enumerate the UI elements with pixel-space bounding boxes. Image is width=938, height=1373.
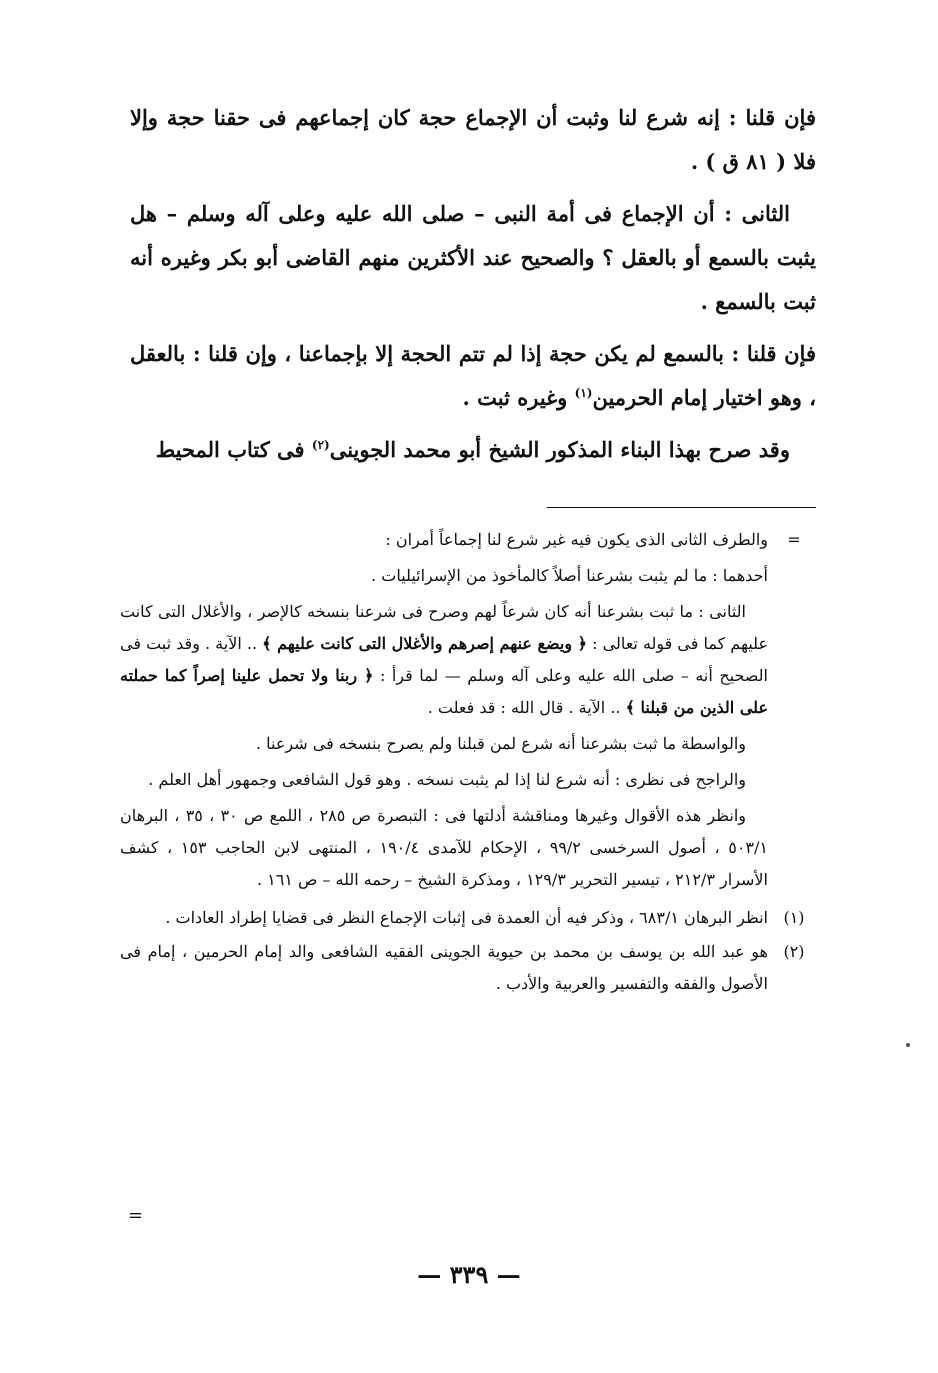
continuation-mark: = <box>787 530 801 549</box>
stray-dot <box>906 1043 910 1047</box>
paragraph-4: وقد صرح بهذا البناء المذكور الشيخ أبو محمد الجوينى$^{(٢)}$ فى كتاب المحيط <box>155 437 790 462</box>
footnote-1-text: انظر البرهان ٦٨٣/١ ، وذكر فيه أن العمدة فى إثبات الإجماع النظر فى قضايا إطراد العادات . <box>165 908 768 927</box>
fn-cont-line-1: والطرف الثانى الذى يكون فيه غير شرع لنا إجماعاً أمران : <box>385 530 768 549</box>
footnote-2 <box>120 936 820 1000</box>
footnote-1-mark: (١) <box>783 908 805 927</box>
page-number: — ٣٣٩ — <box>417 1260 521 1289</box>
fn-cont-line-3: الثانى : ما ثبت بشرعنا أنه كان شرعاً لهم وصرح فى شرعنا بنسخه كالإصر ، والأغلال التى كانت عليهم كما فى قوله تعالى : ﴿ ويضع عنهم إصرهم والأغلال التى كانت عليهم ﴾ .. الآية . وقد ثبت فى الصحيح أنه – صلى الله عليه وعلى آله وسلم — لما قرأ : ﴿ ربنا ولا تحمل علينا إصراً كما حملته على الذين من قبلنا ﴾ .. الآية . قال الله : قد فعلت . <box>120 602 769 717</box>
paragraph-3: فإن قلنا : بالسمع لم يكن حجة إذا لم تتم الحجة إلا بإجماعنا ، وإن قلنا : بالعقل ، وهو اختيار إمام الحرمين$^{(١)}$ وغيره ثبت . <box>130 341 816 410</box>
continued-mark: = <box>128 1205 144 1226</box>
footnote-ref-2: (٢) <box>311 438 330 452</box>
footnote-2-mark: (٢) <box>783 942 805 961</box>
quran-quote-2: ﴿ ربنا ولا تحمل علينا إصراً كما حملته على الذين من قبلنا ﴾ <box>120 666 768 717</box>
footnote-ref-1: (١) <box>574 386 593 400</box>
main-text <box>130 96 816 480</box>
footnote-2-text: هو عبد الله بن يوسف بن محمد بن حيوية الجوينى الفقيه الشافعى والد إمام الحرمين ، إمام فى الأصول والفقه والتفسير والعربية والأدب . <box>120 942 768 993</box>
fn-cont-line-4: والواسطة ما ثبت بشرعنا أنه شرع لمن قبلنا ولم يصرح بنسخه فى شرعنا . <box>255 734 746 753</box>
fn-cont-line-2: أحدهما : ما لم يثبت بشرعنا أصلاً كالمأخوذ من الإسرائيليات . <box>371 566 768 585</box>
paragraph-1: فإن قلنا : إنه شرع لنا وثبت أن الإجماع حجة كان إجماعهم فى حقنا حجة وإلا فلا ( ٨١ ق ) . <box>130 105 816 174</box>
footnote-separator <box>547 507 816 508</box>
footnotes <box>120 524 820 1002</box>
fn-cont-line-5: والراجح فى نظرى : أنه شرع لنا إذا لم يثبت نسخه . وهو قول الشافعى وجمهور أهل العلم . <box>148 770 746 789</box>
footnote-1 <box>120 902 820 934</box>
fn-cont-line-6: وانظر هذه الأقوال وغيرها ومناقشة أدلتها فى : التبصرة ص ٢٨٥ ، اللمع ص ٣٠ ، ٣٥ ، البرهان ٥٠٣/١ ، أصول السرخسى ٩٩/٢ ، الإحكام للآمدى ١٩٠/٤ ، المنتهى لابن الحاجب ١٥٣ ، كشف الأسرار ٢١٢/٣ ، تيسير التحرير ١٢٩/٣ ، ومذكرة الشيخ – رحمه الله – ص ١٦١ . <box>120 806 768 889</box>
quran-quote-1: ﴿ ويضع عنهم إصرهم والأغلال التى كانت عليهم ﴾ <box>262 634 588 653</box>
paragraph-2: الثانى : أن الإجماع فى أمة النبى – صلى الله عليه وعلى آله وسلم – هل يثبت بالسمع أو بالعقل ؟ والصحيح عند الأكثرين منهم القاضى أبو بكر وغيره أنه ثبت بالسمع . <box>130 201 816 314</box>
footnote-continuation <box>120 524 820 900</box>
